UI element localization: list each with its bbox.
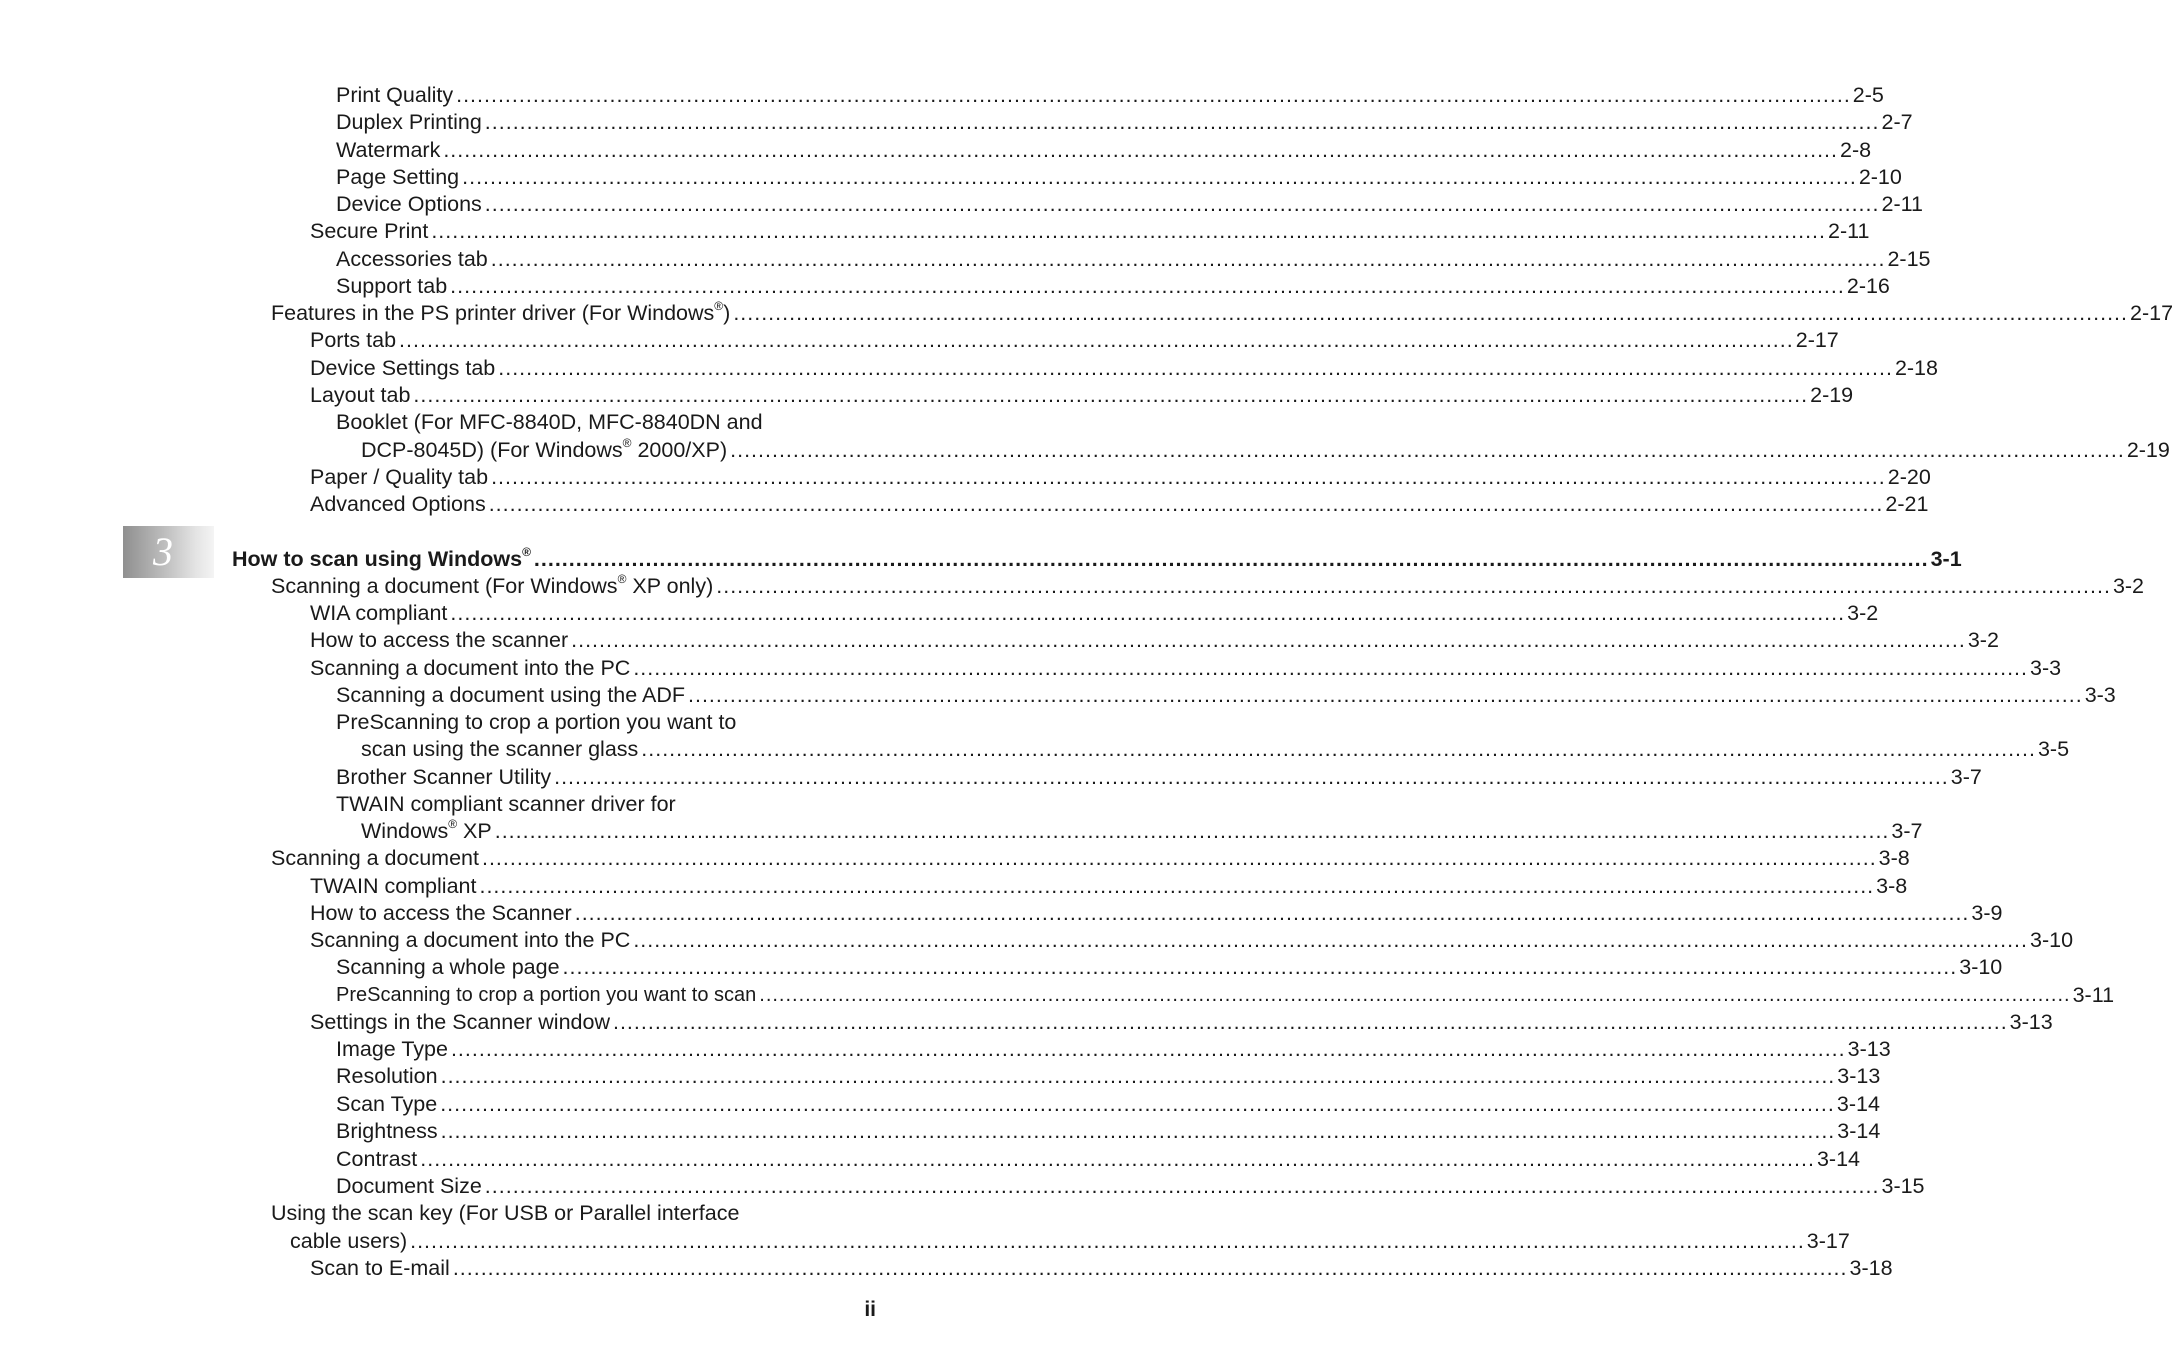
toc-entry [361, 435, 2170, 464]
toc-entry [271, 845, 1910, 872]
toc-entry-title: Support tab [336, 274, 448, 298]
toc-entry-title: Secure Print [310, 219, 429, 243]
toc-leader: ........................................................................................................................................................................................................ [450, 1037, 1846, 1061]
toc-entry [310, 464, 1931, 491]
toc-entry-page: 3-11 [2072, 983, 2115, 1007]
toc-entry-title: Resolution [336, 1064, 438, 1088]
toc-entry-title: Watermark [336, 138, 441, 162]
toc-leader: ........................................................................................................................................................................................................ [462, 165, 1857, 189]
toc-entry-title: scan using the scanner glass [361, 737, 639, 761]
toc-entry-title: WIA compliant [310, 601, 448, 625]
toc-entry-page: 2-18 [1894, 356, 1938, 380]
toc-entry-title: Using the scan key (For USB or Parallel interface [271, 1201, 740, 1225]
toc-leader: ........................................................................................................................................................................................................ [399, 328, 1794, 352]
toc-entry [310, 873, 1908, 900]
toc-leader: ........................................................................................................................................................................................................ [562, 955, 1958, 979]
toc-entry-page: 3-14 [1837, 1119, 1881, 1143]
toc-entry-title: Page Setting [336, 165, 460, 189]
toc-leader: ........................................................................................................................................................................................................ [733, 301, 2128, 325]
toc-entry-page: 3-17 [1806, 1229, 1850, 1253]
chapter-3-tab [123, 526, 214, 578]
toc-leader: ........................................................................................................................................................................................................ [633, 656, 2029, 680]
toc-entry-title: Scanning a document using the ADF [336, 683, 685, 707]
toc-entry [336, 1118, 1881, 1145]
toc-entry [271, 1200, 876, 1227]
toc-entry [336, 246, 1931, 273]
toc-leader: ........................................................................................................................................................................................................ [688, 683, 2083, 707]
toc-entry-title: Document Size [336, 1174, 482, 1198]
toc-entry-title: Layout tab [310, 383, 411, 407]
toc-entry-title: How to access the Scanner [310, 901, 572, 925]
toc-entry [361, 736, 2070, 763]
toc-entry-page: 3-5 [2037, 737, 2070, 761]
toc-entry-title: Contrast [336, 1147, 418, 1171]
toc-entry-title: Scanning a document into the PC [310, 928, 631, 952]
toc-entry [336, 791, 876, 818]
toc-leader: ........................................................................................................................................................................................................ [490, 247, 1886, 271]
toc-leader: ........................................................................................................................................................................................................ [479, 874, 1875, 898]
toc-leader: ........................................................................................................................................................................................................ [633, 928, 2029, 952]
toc-entry-title: Scanning a document into the PC [310, 656, 631, 680]
toc-entry [336, 273, 1890, 300]
toc-leader: ........................................................................................................................................................................................................ [641, 737, 2036, 761]
toc-entry-page: 3-18 [1849, 1256, 1893, 1280]
toc-leader: ........................................................................................................................................................................................................ [716, 574, 2111, 598]
toc-entry-title: Ports tab [310, 328, 397, 352]
toc-entry-page: 2-21 [1885, 492, 1929, 516]
toc-leader: ........................................................................................................................................................................................................ [450, 274, 1845, 298]
toc-entry-page: 2-19 [1810, 383, 1854, 407]
toc-entry [336, 1091, 1880, 1118]
toc-leader: ........................................................................................................................................................................................................ [498, 356, 1893, 380]
toc-entry-page: 2-19 [2126, 438, 2170, 462]
toc-leader: ........................................................................................................................................................................................................ [730, 438, 2125, 462]
toc-entry-title: Scanning a document [271, 846, 479, 870]
toc-entry [336, 164, 1902, 191]
toc-entry-title: Accessories tab [336, 247, 488, 271]
toc-entry [310, 1009, 2053, 1036]
toc-leader: ........................................................................................................................................................................................................ [410, 1229, 1805, 1253]
toc-entry [336, 954, 2003, 981]
toc-entry [310, 627, 1999, 654]
toc-entry [310, 655, 2062, 682]
toc-entry-title: PreScanning to crop a portion you want to [336, 710, 737, 734]
toc-leader: ........................................................................................................................................................................................................ [443, 138, 1839, 162]
toc-entry [336, 1036, 1891, 1063]
toc-entry-title: Paper / Quality tab [310, 465, 489, 489]
toc-entry-title: Device Settings tab [310, 356, 496, 380]
chapter-number: 3 [153, 529, 173, 574]
toc-entry-page: 3-15 [1881, 1174, 1925, 1198]
toc-entry-page: 2-15 [1887, 247, 1931, 271]
toc-entry [336, 137, 1872, 164]
toc-entry-title: DCP-8045D) (For Windows® 2000/XP) [361, 435, 728, 462]
toc-leader: ........................................................................................................................................................................................................ [533, 547, 1929, 571]
toc-entry [290, 1228, 1850, 1255]
toc-entry [336, 191, 1923, 218]
toc-entry-title: Features in the PS printer driver (For Windows®) [271, 298, 731, 325]
toc-leader: ........................................................................................................................................................................................................ [759, 984, 2071, 1006]
toc-leader: ........................................................................................................................................................................................................ [494, 819, 1890, 843]
toc-entry [336, 982, 2115, 1009]
toc-entry-title: PreScanning to crop a portion you want to scan [336, 984, 757, 1006]
toc-entry-page: 3-2 [1847, 601, 1879, 625]
toc-leader: ........................................................................................................................................................................................................ [488, 492, 1884, 516]
toc-entry-page: 2-8 [1840, 138, 1872, 162]
toc-entry-page: 3-1 [1930, 547, 1962, 571]
toc-entry [271, 571, 2145, 600]
toc-entry-page: 3-13 [1837, 1064, 1881, 1088]
toc-entry-page: 3-8 [1878, 846, 1910, 870]
toc-leader: ........................................................................................................................................................................................................ [484, 192, 1880, 216]
toc-entry-page: 3-2 [2112, 574, 2145, 598]
toc-entry-page: 3-13 [2009, 1010, 2053, 1034]
toc-entry [310, 1255, 1893, 1282]
toc-entry-title: Settings in the Scanner window [310, 1010, 610, 1034]
toc-leader: ........................................................................................................................................................................................................ [491, 465, 1886, 489]
toc-leader: ........................................................................................................................................................................................................ [456, 83, 1851, 107]
toc-entry-title: Scan to E-mail [310, 1256, 450, 1280]
toc-entry-page: 2-17 [2130, 301, 2173, 325]
toc-entry [271, 298, 2173, 327]
toc-entry-page: 3-13 [1847, 1037, 1891, 1061]
toc-entry-title: Booklet (For MFC-8840D, MFC-8840DN and [336, 410, 763, 434]
toc-entry [336, 1173, 1925, 1200]
toc-entry [336, 1063, 1881, 1090]
toc-entry [310, 600, 1879, 627]
toc-entry-title: Scanning a whole page [336, 955, 560, 979]
toc-entry [361, 816, 1923, 845]
toc-entry [310, 355, 1938, 382]
toc-leader: ........................................................................................................................................................................................................ [484, 1174, 1880, 1198]
toc-entry-title: Advanced Options [310, 492, 486, 516]
toc-leader: ........................................................................................................................................................................................................ [484, 110, 1880, 134]
toc-entry-title: Print Quality [336, 83, 454, 107]
toc-entry-title: Brightness [336, 1119, 438, 1143]
toc-entry-title: Image Type [336, 1037, 448, 1061]
toc-entry [336, 1146, 1860, 1173]
toc-entry [310, 491, 1929, 518]
toc-entry [336, 82, 1884, 109]
toc-leader: ........................................................................................................................................................................................................ [420, 1147, 1815, 1171]
toc-entry-title: Device Options [336, 192, 482, 216]
toc-entry-page: 3-8 [1876, 874, 1908, 898]
toc-entry-page: 2-11 [1828, 219, 1870, 243]
toc-entry [336, 409, 876, 436]
toc-entry-page: 2-17 [1795, 328, 1839, 352]
toc-leader: ........................................................................................................................................................................................................ [612, 1010, 2008, 1034]
toc-entry-page: 3-3 [2030, 656, 2062, 680]
toc-entry-title: How to scan using Windows® [232, 544, 531, 571]
toc-entry-title: Scanning a document (For Windows® XP only) [271, 571, 714, 598]
toc-entry-page: 2-20 [1887, 465, 1931, 489]
toc-leader: ........................................................................................................................................................................................................ [440, 1064, 1836, 1088]
toc-entry [336, 764, 1982, 791]
toc-entry [310, 927, 2074, 954]
toc-entry-page: 3-3 [2084, 683, 2116, 707]
page-number: ii [864, 1298, 876, 1321]
toc-entry [336, 682, 2116, 709]
toc-leader: ........................................................................................................................................................................................................ [440, 1119, 1836, 1143]
toc-leader: ........................................................................................................................................................................................................ [440, 1092, 1835, 1116]
toc-entry-page: 3-9 [1971, 901, 2003, 925]
toc-entry [336, 709, 876, 736]
toc-entry-title: TWAIN compliant scanner driver for [336, 792, 676, 816]
toc-leader: ........................................................................................................................................................................................................ [554, 765, 1949, 789]
toc-leader: ........................................................................................................................................................................................................ [431, 219, 1826, 243]
toc-entry-page: 3-10 [1959, 955, 2003, 979]
toc-entry [310, 900, 2003, 927]
toc-entry-page: 2-5 [1852, 83, 1884, 107]
toc-leader: ........................................................................................................................................................................................................ [574, 901, 1970, 925]
toc-entry-page: 3-7 [1950, 765, 1982, 789]
toc-entry-title: How to access the scanner [310, 628, 569, 652]
toc-entry [310, 382, 1854, 409]
toc-leader: ........................................................................................................................................................................................................ [413, 383, 1809, 407]
toc-leader: ........................................................................................................................................................................................................ [450, 601, 1846, 625]
toc-entry [336, 109, 1913, 136]
toc-chapter-heading [232, 544, 1962, 573]
toc-leader: ........................................................................................................................................................................................................ [452, 1256, 1848, 1280]
toc-leader: ........................................................................................................................................................................................................ [481, 846, 1877, 870]
toc-entry-title: Windows® XP [361, 816, 492, 843]
toc-entry-page: 3-10 [2030, 928, 2074, 952]
toc-entry-page: 3-14 [1836, 1092, 1880, 1116]
toc-entry-page: 2-7 [1881, 110, 1913, 134]
toc-entry [310, 327, 1839, 354]
toc-entry-page: 2-16 [1846, 274, 1890, 298]
toc-entry-title: Brother Scanner Utility [336, 765, 552, 789]
toc-entry-title: Scan Type [336, 1092, 438, 1116]
toc-entry-page: 3-2 [1967, 628, 1999, 652]
toc-entry-title: Duplex Printing [336, 110, 482, 134]
toc-entry-title: TWAIN compliant [310, 874, 477, 898]
toc-entry-page: 3-7 [1891, 819, 1923, 843]
toc-entry-page: 2-11 [1881, 192, 1923, 216]
toc-entry-title: cable users) [290, 1229, 408, 1253]
toc-entry-page: 3-14 [1816, 1147, 1860, 1171]
toc-entry-page: 2-10 [1858, 165, 1902, 189]
toc-leader: ........................................................................................................................................................................................................ [571, 628, 1966, 652]
toc-entry [310, 218, 1870, 245]
